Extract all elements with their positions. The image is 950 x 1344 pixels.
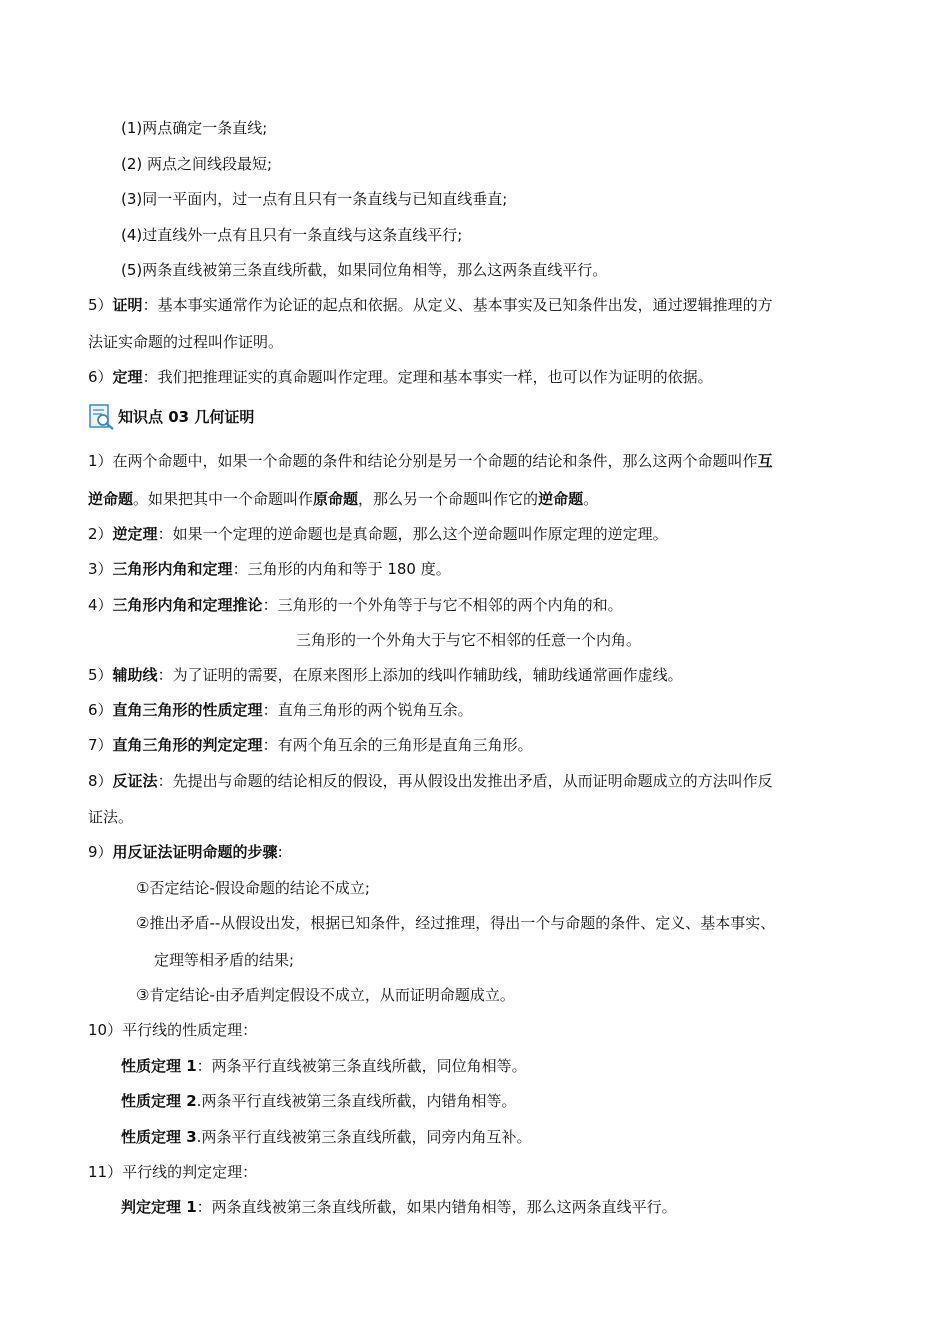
item-number: 6）: [88, 368, 113, 386]
converse-definition-line2: 逆命题。如果把其中一个命题叫作原命题，那么另一个命题叫作它的逆命题。: [88, 490, 599, 508]
section-title: 知识点 03 几何证明: [118, 408, 255, 426]
step-2: ②推出矛盾--从假设出发，根据已知条件，经过推理，得出一个与命题的条件、定义、基本事实、: [136, 914, 776, 932]
term-theorem: 定理: [112, 368, 143, 386]
step-2-cont: 定理等相矛盾的结果;: [154, 951, 295, 969]
angle-sum-corollary: 4）三角形内角和定理推论：三角形的一个外角等于与它不相邻的两个内角的和。: [88, 596, 623, 614]
right-triangle-criterion: 7）直角三角形的判定定理：有两个角互余的三角形是直角三角形。: [88, 736, 533, 754]
proof-definition-line1: [88, 294, 773, 316]
proof-definition-line2: 法证实命题的过程叫作证明。: [88, 333, 284, 351]
right-triangle-property: 6）直角三角形的性质定理：直角三角形的两个锐角互余。: [88, 701, 473, 719]
property-theorem-2: 性质定理 2.两条平行直线被第三条直线所截，内错角相等。: [121, 1092, 517, 1110]
property-theorem-1: 性质定理 1：两条平行直线被第三条直线所截，同位角相等。: [121, 1057, 527, 1075]
basic-fact-2: (2) 两点之间线段最短;: [121, 155, 273, 173]
triangle-angle-sum: 3）三角形内角和定理：三角形的内角和等于 180 度。: [88, 560, 451, 578]
step-1: ①否定结论-假设命题的结论不成立;: [136, 879, 370, 897]
contradiction-steps-title: 9）用反证法证明命题的步骤:: [88, 843, 283, 861]
colon: ：: [142, 296, 158, 314]
basic-fact-5: (5)两条直线被第三条直线所截，如果同位角相等，那么这两条直线平行。: [121, 261, 608, 279]
theorem-definition: [88, 366, 713, 388]
step-3: ③肯定结论-由矛盾判定假设不成立，从而证明命题成立。: [136, 986, 515, 1004]
document-search-icon: [88, 403, 116, 431]
parallel-properties-title: 10）平行线的性质定理：: [88, 1021, 258, 1039]
proof-by-contradiction: 8）反证法：先提出与命题的结论相反的假设，再从假设出发推出矛盾，从而证明命题成立的方法叫作反: [88, 772, 773, 790]
property-theorem-3: 性质定理 3.两条平行直线被第三条直线所截，同旁内角互补。: [121, 1128, 532, 1146]
converse-theorem: 2）逆定理：如果一个定理的逆命题也是真命题，那么这个逆命题叫作原定理的逆定理。: [88, 525, 668, 543]
proof-by-contradiction-2: 证法。: [88, 808, 134, 826]
basic-fact-3: (3)同一平面内，过一点有且只有一条直线与已知直线垂直;: [121, 190, 508, 208]
parallel-criteria-title: 11）平行线的判定定理：: [88, 1163, 258, 1181]
basic-fact-1: (1)两点确定一条直线;: [121, 119, 268, 137]
criterion-theorem-1: 判定定理 1：两条直线被第三条直线所截，如果内错角相等，那么这两条直线平行。: [121, 1198, 677, 1216]
converse-definition-line1: 1）在两个命题中，如果一个命题的条件和结论分别是另一个命题的结论和条件，那么这两个命题叫作互: [88, 452, 773, 470]
term-proof: 证明: [112, 296, 143, 314]
angle-sum-corollary-2: 三角形的一个外角大于与它不相邻的任意一个内角。: [296, 631, 642, 649]
colon: ：: [142, 368, 158, 386]
section-heading: [88, 402, 254, 432]
basic-fact-4: (4)过直线外一点有且只有一条直线与这条直线平行;: [121, 226, 463, 244]
proof-text: 基本事实通常作为论证的起点和依据。从定义、基本事实及已知条件出发，通过逻辑推理的方: [157, 296, 773, 314]
auxiliary-line: 5）辅助线：为了证明的需要，在原来图形上添加的线叫作辅助线，辅助线通常画作虚线。: [88, 666, 683, 684]
theorem-text: 我们把推理证实的真命题叫作定理。定理和基本事实一样，也可以作为证明的依据。: [157, 368, 713, 386]
item-number: 5）: [88, 296, 113, 314]
